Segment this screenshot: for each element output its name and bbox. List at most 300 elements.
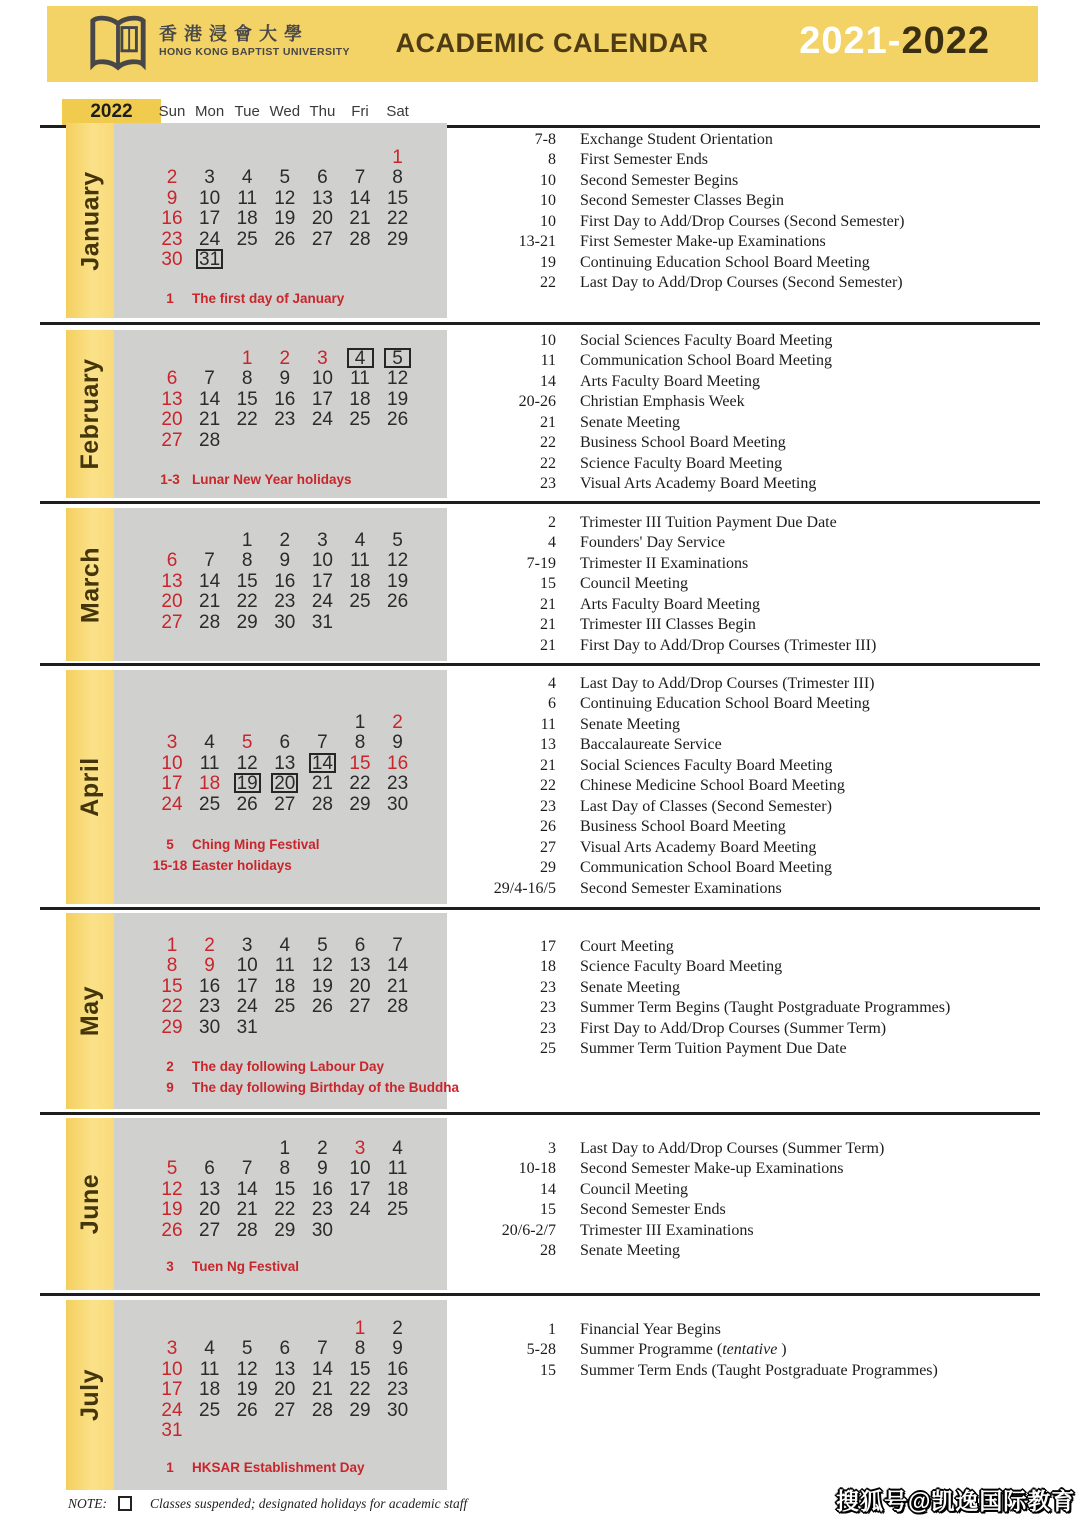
boxed-day-january-31: 31 [196,249,223,269]
event-title-january-4: First Day to Add/Drop Courses (Second Semester) [580,212,905,230]
day-cell-february-15: 15 [236,388,258,410]
day-cell-march-31: 31 [311,611,333,633]
day-cell-may-27: 27 [349,996,371,1018]
event-title-march-6: First Day to Add/Drop Courses (Trimester III) [580,636,877,654]
day-cell-april-1: 1 [354,712,366,733]
day-cell-june-26: 26 [161,1219,183,1241]
holiday-note-range-july-0: 1 [166,1460,174,1475]
day-cell-march-5: 5 [392,530,403,551]
month-label-march: March [75,546,104,623]
day-cell-june-22: 22 [274,1199,296,1221]
day-cell-january-21: 21 [349,208,371,230]
month-label-april: April [75,757,104,817]
year-range [799,20,990,63]
event-date-july-2: 15 [540,1361,556,1379]
day-cell-january-16: 16 [161,208,183,230]
event-date-march-6: 21 [540,636,556,654]
day-cell-july-19: 19 [236,1379,258,1401]
event-date-june-4: 20/6-2/7 [501,1221,556,1239]
day-cell-july-21: 21 [311,1379,333,1401]
day-cell-june-23: 23 [311,1199,333,1221]
event-date-january-6: 19 [540,253,556,271]
day-cell-july-18: 18 [199,1379,221,1401]
event-date-february-6: 22 [540,454,556,472]
day-cell-april-5: 5 [241,732,253,754]
weekday-label-sun: Sun [158,103,186,120]
holiday-note-range-may-1: 9 [166,1080,174,1095]
day-cell-june-1: 1 [279,1138,291,1159]
event-title-em: tentative [722,1341,778,1359]
event-date-may-3: 23 [540,999,556,1017]
day-cell-march-29: 29 [236,611,258,633]
day-cell-june-6: 6 [204,1158,215,1180]
event-title-march-5: Trimester III Classes Begin [580,616,756,634]
holiday-note-range-february-0: 1-3 [160,472,180,487]
holiday-note-range-april-0: 5 [166,837,174,852]
day-cell-july-13: 13 [274,1358,296,1380]
day-cell-april-7: 7 [317,732,328,754]
day-cell-january-2: 2 [166,167,178,189]
event-date-march-3: 15 [540,575,556,593]
day-cell-april-8: 8 [354,732,366,754]
event-date-may-4: 23 [540,1019,556,1037]
day-cell-june-29: 29 [274,1219,296,1241]
day-cell-june-12: 12 [161,1178,183,1200]
month-label-january: January [75,170,104,271]
day-cell-march-20: 20 [161,591,183,613]
day-cell-february-11: 11 [350,368,370,390]
day-cell-february-20: 20 [161,409,183,431]
day-cell-may-16: 16 [199,975,221,997]
event-date-april-7: 26 [540,818,556,836]
event-title-march-0: Trimester III Tuition Payment Due Date [580,514,837,531]
day-cell-april-14 [303,753,341,774]
day-cell-july-12: 12 [236,1358,258,1380]
event-title-february-5: Business School Board Meeting [580,434,786,452]
day-cell-july-6: 6 [279,1338,291,1360]
day-cell-april-3: 3 [166,732,178,754]
day-cell-june-18: 18 [387,1178,409,1200]
day-cell-june-11: 11 [387,1158,408,1180]
day-cell-may-4: 4 [279,935,291,956]
event-date-january-1: 8 [548,151,556,169]
event-title-february-1: Communication School Board Meeting [580,352,832,370]
day-cell-january-11: 11 [237,187,258,209]
day-cell-may-7: 7 [392,935,403,956]
event-date-january-2: 10 [540,171,556,189]
day-cell-february-28: 28 [199,429,221,451]
holiday-note-text-june-0: Tuen Ng Festival [192,1259,300,1274]
day-cell-february-6: 6 [166,368,178,390]
day-cell-march-16: 16 [274,570,296,592]
day-cell-february-3: 3 [317,348,328,369]
day-cell-may-26: 26 [311,996,333,1018]
event-title-march-4: Arts Faculty Board Meeting [580,595,760,613]
event-title-march-3: Council Meeting [580,575,688,593]
event-title-april-5: Chinese Medicine School Board Meeting [580,777,845,795]
day-cell-june-27: 27 [199,1219,221,1241]
day-cell-may-8: 8 [166,955,178,977]
day-cell-march-14: 14 [199,570,221,592]
event-title-june-4: Trimester III Examinations [580,1221,754,1239]
event-date-april-4: 21 [540,756,556,774]
day-cell-january-17: 17 [199,208,221,230]
event-title-february-3: Christian Emphasis Week [580,393,745,411]
event-title-april-7: Business School Board Meeting [580,818,786,836]
event-date-april-2: 11 [540,715,556,733]
day-cell-july-20: 20 [274,1379,296,1401]
day-cell-april-22: 22 [349,773,371,795]
event-date-february-3: 20-26 [518,393,556,411]
event-date-may-1: 18 [540,958,556,976]
event-date-april-10: 29/4-16/5 [493,879,556,897]
event-title-april-8: Visual Arts Academy Board Meeting [580,838,817,856]
day-cell-january-9: 9 [166,187,178,209]
day-cell-january-30: 30 [161,249,183,270]
day-cell-july-3: 3 [166,1338,178,1360]
day-cell-march-25: 25 [349,591,371,613]
event-title-may-0: Court Meeting [580,938,674,955]
event-date-january-3: 10 [540,192,556,210]
event-date-february-7: 23 [540,475,556,493]
event-title-june-3: Second Semester Ends [580,1201,726,1219]
month-label-may: May [75,985,104,1037]
boxed-day-april-14: 14 [309,753,336,773]
event-title-june-5: Senate Meeting [580,1242,680,1260]
event-title-june-0: Last Day to Add/Drop Courses (Summer Term) [580,1140,885,1157]
event-date-january-5: 13-21 [518,233,556,251]
event-date-june-1: 10-18 [518,1160,556,1178]
day-cell-may-14: 14 [387,955,409,977]
day-cell-july-11: 11 [199,1358,220,1380]
day-cell-july-9: 9 [392,1338,403,1360]
day-cell-july-7: 7 [317,1338,328,1360]
event-title-may-2: Senate Meeting [580,978,680,996]
event-title-february-7: Visual Arts Academy Board Meeting [580,475,817,493]
day-cell-may-29: 29 [161,1016,183,1038]
day-cell-june-7: 7 [241,1158,253,1180]
day-cell-april-30: 30 [387,793,409,815]
boxed-day-april-20: 20 [271,773,298,793]
day-cell-march-4: 4 [354,530,366,551]
day-cell-july-22: 22 [349,1379,371,1401]
day-cell-january-19: 19 [274,208,296,230]
day-cell-april-10: 10 [161,752,183,774]
event-title-may-1: Science Faculty Board Meeting [580,958,783,976]
day-cell-february-27: 27 [161,429,183,451]
day-cell-july-23: 23 [387,1379,409,1401]
event-date-march-0: 2 [548,514,556,531]
mini-year-badge: 2022 [62,99,161,125]
day-cell-july-29: 29 [349,1399,371,1421]
holiday-note-text-april-0: Ching Ming Festival [192,837,320,852]
event-date-february-5: 22 [540,434,556,452]
day-cell-may-23: 23 [199,996,221,1018]
suspended-classes-checkbox-icon [118,1496,132,1511]
day-cell-july-15: 15 [349,1358,371,1380]
boxed-day-february-5: 5 [384,348,411,368]
day-cell-april-2: 2 [392,712,403,733]
day-cell-june-19: 19 [161,1199,183,1221]
event-title-july-2: Summer Term Ends (Taught Postgraduate Programmes) [580,1361,938,1379]
day-cell-january-14: 14 [349,187,371,209]
event-title-april-1: Continuing Education School Board Meeting [580,695,870,713]
event-date-march-2: 7-19 [526,554,556,572]
day-cell-may-19: 19 [311,975,333,997]
day-cell-july-5: 5 [241,1338,253,1360]
day-cell-march-6: 6 [166,550,178,572]
year-range-left: 2021- [799,20,902,62]
day-cell-june-8: 8 [279,1158,291,1180]
day-cell-june-13: 13 [199,1178,221,1200]
month-label-june: June [75,1173,104,1235]
event-title-may-5: Summer Term Tuition Payment Due Date [580,1040,847,1058]
day-cell-february-25: 25 [349,409,371,431]
day-cell-march-15: 15 [236,570,258,592]
day-cell-march-13: 13 [161,570,183,592]
day-cell-march-8: 8 [241,550,253,572]
event-title-january-5: First Semester Make-up Examinations [580,233,826,251]
day-cell-january-13: 13 [311,187,333,209]
day-cell-july-24: 24 [161,1399,183,1421]
day-cell-january-4: 4 [241,167,253,189]
day-cell-february-19: 19 [387,388,409,410]
day-cell-april-23: 23 [387,773,409,795]
university-name-en: HONG KONG BAPTIST UNIVERSITY [159,46,350,58]
weekday-label-fri: Fri [351,103,369,120]
day-cell-june-9: 9 [317,1158,328,1180]
day-cell-january-26: 26 [274,228,296,250]
event-title-january-7: Last Day to Add/Drop Courses (Second Semester) [580,274,903,292]
event-title-july-1: Summer Programme (tentative ) [580,1341,787,1359]
day-cell-may-17: 17 [236,975,258,997]
day-cell-july-17: 17 [161,1379,183,1401]
event-title-january-0: Exchange Student Orientation [580,131,773,148]
day-cell-february-7: 7 [204,368,215,390]
holiday-note-text-february-0: Lunar New Year holidays [192,472,352,487]
event-date-april-5: 22 [540,777,556,795]
event-date-june-3: 15 [540,1201,556,1219]
day-cell-july-25: 25 [199,1399,221,1421]
holiday-note-text-april-1: Easter holidays [192,858,292,873]
day-cell-may-30: 30 [199,1016,221,1038]
holiday-note-text-july-0: HKSAR Establishment Day [192,1460,365,1475]
day-cell-april-11: 11 [199,752,220,774]
day-cell-july-30: 30 [387,1399,409,1421]
day-cell-june-30: 30 [311,1219,333,1241]
event-date-april-3: 13 [540,736,556,754]
weekday-label-mon: Mon [195,103,225,120]
day-cell-june-28: 28 [236,1219,258,1241]
day-cell-june-4: 4 [392,1138,403,1159]
day-cell-january-10: 10 [199,187,221,209]
day-cell-may-18: 18 [274,975,296,997]
boxed-day-february-4: 4 [347,348,374,368]
day-cell-january-8: 8 [392,167,403,189]
event-title-june-1: Second Semester Make-up Examinations [580,1160,844,1178]
event-title-may-3: Summer Term Begins (Taught Postgraduate Programmes) [580,999,951,1017]
day-cell-january-28: 28 [349,228,371,250]
day-cell-january-27: 27 [311,228,333,250]
day-cell-june-2: 2 [317,1138,328,1159]
day-cell-may-22: 22 [161,996,183,1018]
event-date-february-1: 11 [540,352,556,370]
event-date-may-0: 17 [540,938,556,955]
day-cell-july-31: 31 [161,1420,183,1441]
day-cell-may-28: 28 [387,996,409,1018]
day-cell-may-12: 12 [311,955,333,977]
weekday-label-thu: Thu [309,103,336,120]
day-cell-april-9: 9 [392,732,403,754]
day-cell-may-5: 5 [317,935,328,956]
section-divider-5 [40,1112,1040,1115]
day-cell-july-1: 1 [354,1318,366,1339]
event-date-june-0: 3 [548,1140,556,1157]
month-label-july: July [75,1368,104,1422]
day-cell-june-20: 20 [199,1199,221,1221]
day-cell-july-2: 2 [392,1318,403,1339]
day-cell-april-16: 16 [387,752,409,774]
day-cell-january-20: 20 [311,208,333,230]
event-date-april-9: 29 [540,859,556,877]
day-cell-january-5: 5 [279,167,291,189]
day-cell-january-25: 25 [236,228,258,250]
day-cell-april-13: 13 [274,752,296,774]
day-cell-january-31 [191,249,229,270]
day-cell-january-6: 6 [317,167,328,189]
day-cell-march-26: 26 [387,591,409,613]
day-cell-may-1: 1 [166,935,178,956]
event-date-february-0: 10 [540,332,556,349]
section-divider-4 [40,907,1040,910]
day-cell-february-24: 24 [311,409,333,431]
event-title-april-4: Social Sciences Faculty Board Meeting [580,756,833,774]
day-cell-july-27: 27 [274,1399,296,1421]
day-cell-january-1: 1 [392,147,403,168]
event-date-february-4: 21 [540,413,556,431]
day-cell-april-28: 28 [311,793,333,815]
day-cell-july-8: 8 [354,1338,366,1360]
day-cell-june-10: 10 [349,1158,371,1180]
day-cell-march-7: 7 [204,550,215,572]
day-cell-april-19 [228,773,266,794]
day-cell-july-10: 10 [161,1358,183,1380]
day-cell-march-27: 27 [161,611,183,633]
event-title-may-4: First Day to Add/Drop Courses (Summer Term) [580,1019,887,1037]
day-cell-april-12: 12 [236,752,258,774]
event-title-february-2: Arts Faculty Board Meeting [580,372,760,390]
day-cell-april-20 [266,773,304,794]
section-divider-2 [40,501,1040,504]
day-cell-july-14: 14 [311,1358,333,1380]
day-cell-may-25: 25 [274,996,296,1018]
day-cell-march-1: 1 [241,530,253,551]
watermark: 搜狐号@凯逸国际教育 [836,1488,1076,1514]
event-title-february-0: Social Sciences Faculty Board Meeting [580,332,833,349]
weekday-label-sat: Sat [386,103,409,120]
day-cell-february-22: 22 [236,409,258,431]
day-cell-march-9: 9 [279,550,291,572]
day-cell-july-28: 28 [311,1399,333,1421]
day-cell-may-10: 10 [236,955,258,977]
day-cell-january-7: 7 [354,167,366,189]
event-title-february-6: Science Faculty Board Meeting [580,454,783,472]
day-cell-april-25: 25 [199,793,221,815]
event-title-january-3: Second Semester Classes Begin [580,192,784,210]
day-cell-may-2: 2 [204,935,215,956]
day-cell-may-20: 20 [349,975,371,997]
day-cell-january-12: 12 [274,187,296,209]
event-date-january-4: 10 [540,212,556,230]
day-cell-april-6: 6 [279,732,291,754]
event-date-march-1: 4 [548,534,556,552]
day-cell-july-16: 16 [387,1358,409,1380]
day-cell-february-10: 10 [311,368,333,390]
day-cell-may-31: 31 [236,1016,258,1038]
day-cell-april-26: 26 [236,793,258,815]
day-cell-june-15: 15 [274,1178,296,1200]
event-date-january-0: 7-8 [534,131,556,148]
section-divider-6 [40,1293,1040,1296]
day-cell-february-17: 17 [311,388,333,410]
day-cell-may-6: 6 [354,935,366,956]
day-cell-march-2: 2 [279,530,291,551]
day-cell-march-23: 23 [274,591,296,613]
day-cell-february-5 [379,348,417,369]
event-date-january-7: 22 [540,274,556,292]
page-title: ACADEMIC CALENDAR [395,28,709,58]
event-date-april-0: 4 [548,675,556,692]
day-cell-april-24: 24 [161,793,183,815]
event-title-march-2: Trimester II Examinations [580,554,749,572]
day-cell-february-2: 2 [279,348,291,369]
day-cell-april-15: 15 [349,752,371,774]
event-date-june-5: 28 [540,1242,556,1260]
day-cell-february-8: 8 [241,368,253,390]
day-cell-april-29: 29 [349,793,371,815]
holiday-note-range-april-1: 15-18 [152,858,188,873]
event-date-july-0: 1 [548,1321,556,1338]
day-cell-july-4: 4 [204,1338,215,1360]
day-cell-january-3: 3 [204,167,215,189]
day-cell-february-12: 12 [387,368,409,390]
holiday-note-range-january-0: 1 [166,291,174,306]
day-cell-march-21: 21 [199,591,221,613]
day-cell-february-13: 13 [161,388,183,410]
day-cell-march-11: 11 [350,550,370,572]
boxed-day-april-19: 19 [234,773,261,793]
day-cell-june-25: 25 [387,1199,409,1221]
day-cell-june-3: 3 [354,1138,366,1159]
event-title-april-10: Second Semester Examinations [580,879,782,897]
day-cell-may-21: 21 [387,975,409,997]
header-banner [47,6,1038,82]
day-cell-may-15: 15 [161,975,183,997]
day-cell-march-24: 24 [311,591,333,613]
year-range-right: 2022 [901,20,990,62]
day-cell-january-15: 15 [387,187,409,209]
day-cell-march-22: 22 [236,591,258,613]
event-title-march-1: Founders' Day Service [580,534,726,552]
day-cell-february-18: 18 [349,388,371,410]
day-cell-january-23: 23 [161,228,183,250]
section-divider-1 [40,322,1040,325]
day-cell-march-3: 3 [317,530,328,551]
day-cell-february-16: 16 [274,388,296,410]
event-date-july-1: 5-28 [526,1341,556,1359]
holiday-note-text-january-0: The first day of January [192,291,345,306]
event-date-march-4: 21 [540,595,556,613]
